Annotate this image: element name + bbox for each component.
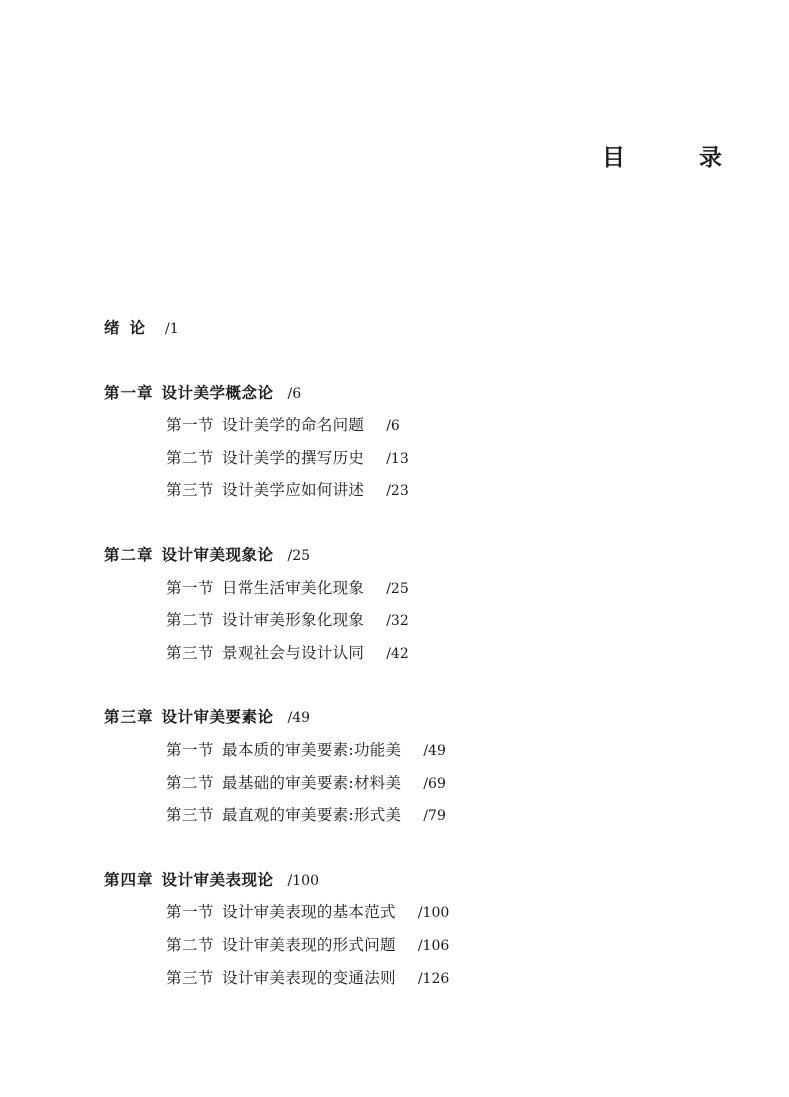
page-number: /49 xyxy=(423,742,446,759)
toc-section[interactable] xyxy=(104,474,744,507)
section-label: 第三节 xyxy=(166,806,215,825)
page-number: /69 xyxy=(423,775,446,792)
chapter-title: 设计审美现象论 xyxy=(161,544,274,564)
page-number: /100 xyxy=(287,872,319,889)
toc-chapter-1[interactable] xyxy=(104,377,744,410)
page-number: /106 xyxy=(417,937,450,954)
section-label: 第三节 xyxy=(166,481,215,500)
page-number: /6 xyxy=(386,418,400,435)
section-label: 第二节 xyxy=(166,773,215,792)
page-number: /126 xyxy=(417,970,450,987)
section-title: 设计美学的撰写历史 xyxy=(222,448,365,467)
section-title: 景观社会与设计认同 xyxy=(222,643,365,662)
toc-chapter-3[interactable] xyxy=(104,701,744,734)
page-number: /42 xyxy=(386,645,409,662)
section-title: 设计美学的命名问题 xyxy=(222,416,365,435)
section-title: 最直观的审美要素:形式美 xyxy=(222,806,402,825)
section-label: 第二节 xyxy=(166,448,215,467)
section-title: 最本质的审美要素:功能美 xyxy=(222,740,402,759)
section-label: 第一节 xyxy=(166,903,215,922)
section-label: 第一节 xyxy=(166,578,215,597)
section-label: 第三节 xyxy=(166,968,215,987)
chapter-title: 设计审美表现论 xyxy=(161,869,274,889)
introduction-title: 绪论 xyxy=(104,318,156,337)
page-number: /32 xyxy=(386,613,409,630)
toc-section[interactable] xyxy=(104,637,744,670)
page-number: /23 xyxy=(386,483,409,500)
section-label: 第一节 xyxy=(166,740,215,759)
chapter-title: 设计美学概念论 xyxy=(161,382,274,402)
chapter-label: 第一章 xyxy=(104,382,154,402)
toc-chapter-4[interactable] xyxy=(104,864,744,897)
section-title: 设计审美形象化现象 xyxy=(222,611,365,630)
page-title: 目 录 xyxy=(602,144,756,171)
toc-section[interactable] xyxy=(104,929,744,962)
section-label: 第二节 xyxy=(166,935,215,954)
section-label: 第一节 xyxy=(166,416,215,435)
chapter-title: 设计审美要素论 xyxy=(161,707,274,727)
page-number: /100 xyxy=(417,905,450,922)
page-number: /49 xyxy=(287,710,311,727)
section-title: 日常生活审美化现象 xyxy=(222,578,365,597)
chapter-label: 第四章 xyxy=(104,869,154,889)
section-title: 设计审美表现的变通法则 xyxy=(222,968,396,987)
chapter-label: 第二章 xyxy=(104,544,154,564)
toc-section[interactable] xyxy=(104,896,744,929)
section-title: 最基础的审美要素:材料美 xyxy=(222,773,402,792)
page-number: /6 xyxy=(287,385,302,402)
section-title: 设计审美表现的形式问题 xyxy=(222,935,396,954)
section-title: 设计审美表现的基本范式 xyxy=(222,903,396,922)
toc-section[interactable] xyxy=(104,409,744,442)
page-number: /79 xyxy=(423,808,446,825)
toc-section[interactable] xyxy=(104,767,744,800)
toc-section[interactable] xyxy=(104,442,744,475)
section-label: 第三节 xyxy=(166,643,215,662)
toc-entry-introduction[interactable] xyxy=(104,312,744,345)
toc-section[interactable] xyxy=(104,572,744,605)
page-number: /13 xyxy=(386,450,409,467)
toc-section[interactable] xyxy=(104,962,744,995)
toc-section[interactable] xyxy=(104,799,744,832)
page-number: /1 xyxy=(165,321,179,337)
page-number: /25 xyxy=(287,547,311,564)
toc-section[interactable] xyxy=(104,604,744,637)
section-label: 第二节 xyxy=(166,611,215,630)
chapter-label: 第三章 xyxy=(104,707,154,727)
table-of-contents xyxy=(104,312,744,994)
toc-chapter-2[interactable] xyxy=(104,539,744,572)
toc-section[interactable] xyxy=(104,734,744,767)
section-title: 设计美学应如何讲述 xyxy=(222,481,365,500)
page-number: /25 xyxy=(386,580,409,597)
